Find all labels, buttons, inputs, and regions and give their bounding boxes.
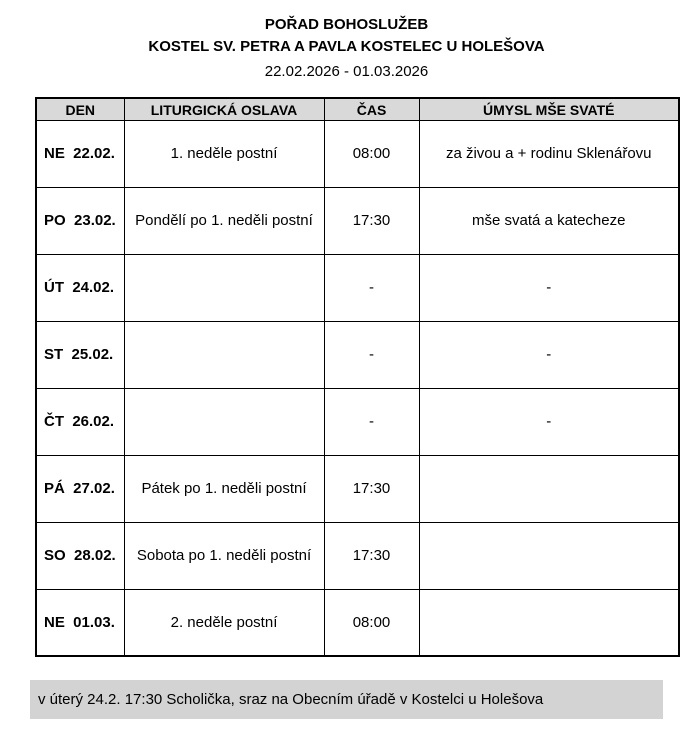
time-cell: 08:00	[324, 589, 419, 656]
intention-cell: -	[419, 321, 679, 388]
column-header-celebration: LITURGICKÁ OSLAVA	[124, 98, 324, 120]
table-row	[36, 321, 679, 388]
intention-cell: -	[419, 388, 679, 455]
celebration-cell	[124, 254, 324, 321]
celebration-cell	[124, 321, 324, 388]
celebration-cell: 2. neděle postní	[124, 589, 324, 656]
time-cell: 17:30	[324, 187, 419, 254]
time-cell: 17:30	[324, 455, 419, 522]
day-cell: PÁ 27.02.	[36, 455, 124, 522]
celebration-cell: Pondělí po 1. neděli postní	[124, 187, 324, 254]
celebration-cell: 1. neděle postní	[124, 120, 324, 187]
page-title: POŘAD BOHOSLUŽEB	[264, 16, 429, 33]
celebration-cell: Pátek po 1. neděli postní	[124, 455, 324, 522]
time-cell: -	[324, 254, 419, 321]
table-row	[36, 254, 679, 321]
title-block	[0, 14, 693, 82]
day-cell: SO 28.02.	[36, 522, 124, 589]
table-row	[36, 455, 679, 522]
table-row	[36, 522, 679, 589]
intention-cell: -	[419, 254, 679, 321]
time-cell: -	[324, 321, 419, 388]
intention-cell	[419, 522, 679, 589]
day-cell: PO 23.02.	[36, 187, 124, 254]
day-cell: ÚT 24.02.	[36, 254, 124, 321]
time-cell: -	[324, 388, 419, 455]
time-cell: 17:30	[324, 522, 419, 589]
column-header-intention: ÚMYSL MŠE SVATÉ	[419, 98, 679, 120]
day-cell: ČT 26.02.	[36, 388, 124, 455]
celebration-cell: Sobota po 1. neděli postní	[124, 522, 324, 589]
table-row	[36, 388, 679, 455]
day-cell: ST 25.02.	[36, 321, 124, 388]
intention-cell	[419, 589, 679, 656]
column-header-day: DEN	[36, 98, 124, 120]
column-header-time: ČAS	[324, 98, 419, 120]
table-row	[36, 187, 679, 254]
intention-cell: mše svatá a katecheze	[419, 187, 679, 254]
header-row	[36, 98, 679, 120]
time-cell: 08:00	[324, 120, 419, 187]
table-row	[36, 120, 679, 187]
church-name: KOSTEL SV. PETRA A PAVLA KOSTELEC U HOLEŠOVA	[148, 37, 545, 55]
mass-schedule-table	[35, 97, 680, 657]
date-range: 22.02.2026 - 01.03.2026	[264, 62, 429, 80]
celebration-cell	[124, 388, 324, 455]
footer-announcement: v úterý 24.2. 17:30 Scholička, sraz na Obecním úřadě v Kostelci u Holešova	[30, 680, 663, 719]
intention-cell	[419, 455, 679, 522]
day-cell: NE 01.03.	[36, 589, 124, 656]
table-row	[36, 589, 679, 656]
day-cell: NE 22.02.	[36, 120, 124, 187]
intention-cell: za živou a + rodinu Sklenářovu	[419, 120, 679, 187]
